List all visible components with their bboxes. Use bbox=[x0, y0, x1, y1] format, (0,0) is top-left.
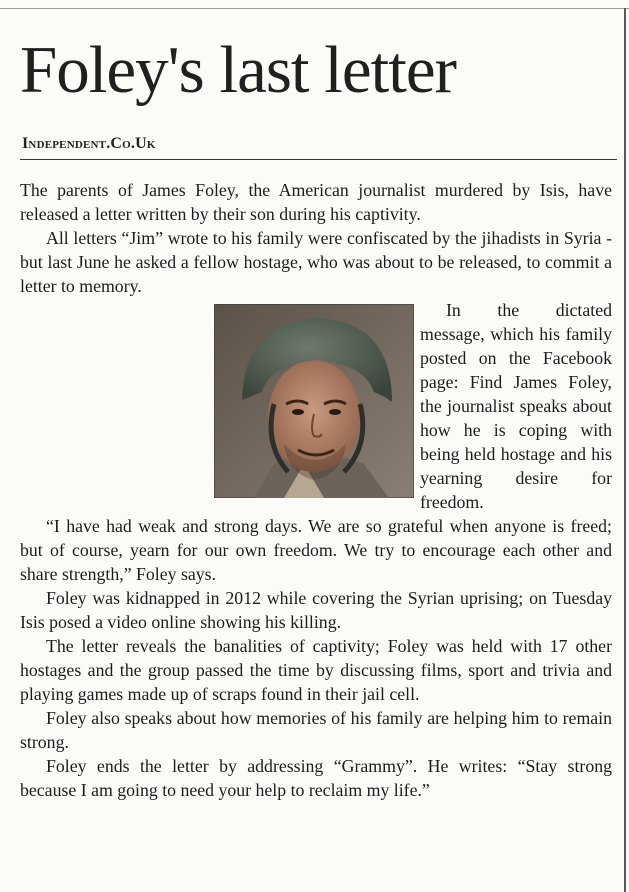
portrait-photo-icon bbox=[214, 304, 414, 498]
top-rule bbox=[0, 8, 629, 9]
source-divider bbox=[20, 159, 617, 160]
paragraph-4: “I have had weak and strong days. We are so grateful when anyone is freed; but of course, yearn for our own freedom. We try to encourage each other and share strength,” Foley says. bbox=[20, 516, 612, 584]
paragraph-3: In the dictated message, which his family posted on the Facebook page: Find James Foley, the journalist speaks about how he is coping with being held hostage and his yearning desire for freedom. bbox=[420, 300, 612, 512]
paragraph-5: Foley was kidnapped in 2012 while covering the Syrian uprising; on Tuesday Isis posed a video online showing his killing. bbox=[20, 588, 612, 632]
column-rule bbox=[624, 8, 626, 892]
paragraph-1: The parents of James Foley, the American journalist murdered by Isis, have released a letter written by their son during his captivity. bbox=[20, 180, 612, 224]
source-text: Independent.Co.Uk bbox=[22, 135, 156, 152]
headline: Foley's last letter bbox=[20, 33, 456, 107]
paragraph-7: Foley also speaks about how memories of his family are helping him to remain strong. bbox=[20, 708, 612, 752]
paragraph-8: Foley ends the letter by addressing “Grammy”. He writes: “Stay strong because I am going to need your help to reclaim my life.” bbox=[20, 756, 612, 800]
paragraph-6: The letter reveals the banalities of captivity; Foley was held with 17 other hostages and the group passed the time by discussing films, sport and trivia and playing games made up of scraps found in their jail cell. bbox=[20, 636, 612, 704]
article-body bbox=[20, 178, 612, 802]
foley-photo bbox=[214, 304, 414, 498]
source-label bbox=[22, 135, 156, 153]
paragraph-2: All letters “Jim” wrote to his family were confiscated by the jihadists in Syria - but last June he asked a fellow hostage, who was about to be released, to commit a letter to memory. bbox=[20, 228, 612, 296]
